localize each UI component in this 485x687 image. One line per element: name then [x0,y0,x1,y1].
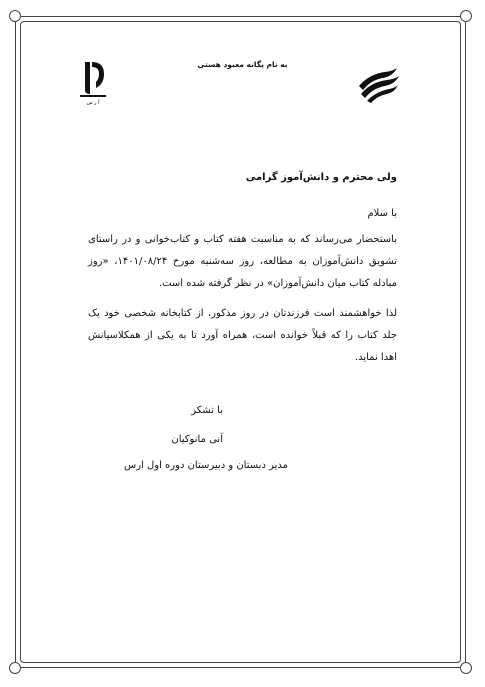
salutation: با سلام [367,208,397,219]
svg-text:آ ر س: آ ر س [86,100,100,106]
signer-title: مدیر دبستان و دبیرستان دوره اول ارس [124,460,288,471]
greeting: ولی محترم و دانش‌آموز گرامی [245,172,397,183]
signer-name: آنی مانوکیان [171,434,223,445]
school-logo [76,58,110,108]
invocation-heading: به نام یگانه معبود هستی [197,60,288,69]
corner-ornament [460,662,472,674]
closing-text: با تشکر [191,405,223,416]
paragraph-announcement: باستحضار می‌رساند که به مناسبت هفته کتاب و کتاب‌خوانی و در راستای تشویق دانش‌آموزان به مطالعه، روز سه‌شنبه مورخ ۱۴۰۱/۰۸/۲۴، «روز مبادله کتاب میان دانش‌آموزان» در نظر گرفته شده است. [88,234,398,289]
corner-ornament [9,10,21,22]
corner-ornament [9,662,21,674]
paragraph-request: لذا خواهشمند است فرزندتان در روز مذکور، از کتابخانه شخصی خود یک جلد کتاب را که قبلاً خوانده است، همراه آورد تا به یکی از همکلاسیانش اهدا نماید. [88,308,397,363]
organization-logo [355,64,401,104]
corner-ornament [460,10,472,22]
